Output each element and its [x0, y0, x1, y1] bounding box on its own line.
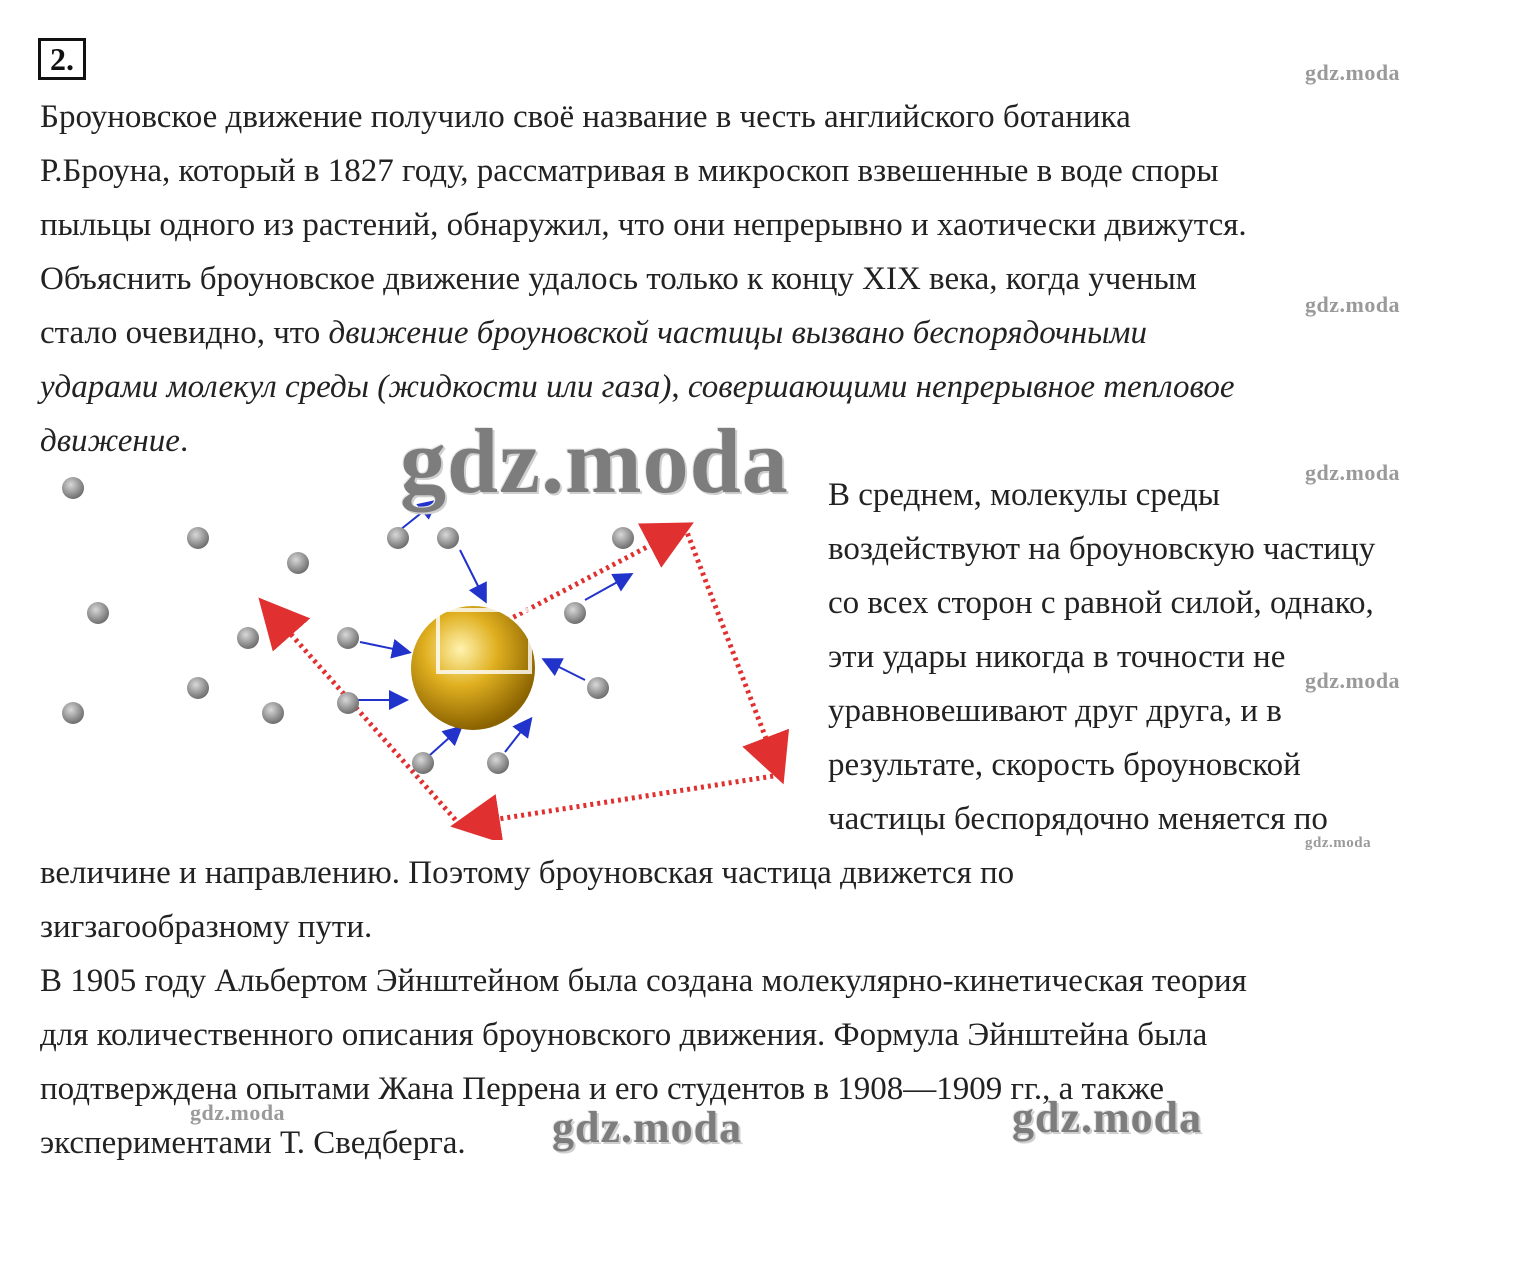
impact-arrow — [505, 720, 530, 752]
impact-arrow — [460, 550, 485, 600]
molecule — [87, 602, 109, 624]
paragraph1-line3: пыльцы одного из растений, обнаружил, что они непрерывно и хаотически движутся. — [40, 207, 1247, 243]
molecules — [62, 477, 634, 774]
paragraph3-line3: подтверждена опытами Жана Перрена и его студентов в 1908—1909 гг., а также — [40, 1071, 1165, 1107]
paragraph3-line1: В 1905 году Альбертом Эйнштейном была создана молекулярно-кинетическая теория — [40, 963, 1247, 999]
side-text-line5: уравновешивают друг друга, и в — [828, 693, 1282, 729]
impact-arrow — [585, 575, 630, 600]
paragraph1-line5 — [40, 306, 1147, 360]
molecule — [337, 692, 359, 714]
watermark-small: gdz.moda — [1305, 668, 1401, 693]
brownian-particle — [411, 606, 535, 730]
side-text-line4: эти удары никогда в точности не — [828, 639, 1286, 675]
molecule — [187, 677, 209, 699]
watermark-big: gdz.moda — [552, 1103, 743, 1152]
paragraph1-line6-comma: , — [671, 369, 688, 405]
molecule — [387, 527, 409, 549]
molecule — [62, 477, 84, 499]
watermark-small: gdz.moda — [1305, 460, 1401, 485]
side-text-line3: со всех сторон с равной силой, однако, — [828, 585, 1374, 621]
impact-arrow — [360, 642, 408, 652]
impact-arrow — [545, 660, 585, 680]
paragraph1-line1: Броуновское движение получило своё название в честь английского ботаника — [40, 99, 1131, 135]
watermark-big: gdz.moda — [1012, 1093, 1203, 1142]
impact-arrow — [430, 728, 460, 755]
paragraph1-line7-end: . — [179, 423, 189, 459]
paragraph1-line5-plain: стало очевидно, что — [40, 315, 329, 351]
paragraph2-line2: зигзагообразному пути. — [40, 909, 373, 945]
molecule — [564, 602, 586, 624]
path-segment — [460, 775, 780, 825]
watermark-small: gdz.moda — [1305, 60, 1401, 85]
watermark-small: gdz.moda — [190, 1100, 286, 1125]
paragraph2-line1: величине и направлению. Поэтому броуновская частица движется по — [40, 855, 1015, 891]
paragraph1-line6-italic: ударами молекул среды (жидкости или газа) — [40, 369, 672, 405]
molecule — [337, 627, 359, 649]
watermark-big: gdz.moda — [400, 410, 789, 512]
path-segment — [685, 527, 780, 775]
molecule — [262, 702, 284, 724]
paragraph3-line4: экспериментами Т. Сведберга. — [40, 1125, 466, 1161]
molecule — [412, 752, 434, 774]
watermark-small: gdz.moda — [1305, 292, 1401, 317]
molecule — [62, 702, 84, 724]
molecule — [187, 527, 209, 549]
molecule — [237, 627, 259, 649]
paragraph1-line2: Р.Броуна, который в 1827 году, рассматривая в микроскоп взвешенные в воде споры — [40, 153, 1219, 189]
molecule — [612, 527, 634, 549]
watermark-small: gdz.moda — [1305, 835, 1372, 851]
paragraph1-line6-italic2: совершающими непрерывное тепловое — [687, 369, 1235, 405]
molecule — [437, 527, 459, 549]
task-number: 2. — [38, 38, 86, 80]
brownian-motion-figure — [40, 460, 820, 840]
paragraph1-line5-italic: движение броуновской частицы вызвано беспорядочными — [328, 315, 1147, 351]
paragraph1-line7-italic: движение — [40, 423, 180, 459]
side-text-line6: результате, скорость броуновской — [828, 747, 1301, 783]
molecule — [587, 677, 609, 699]
molecule — [287, 552, 309, 574]
side-text-line7: частицы беспорядочно меняется по — [828, 801, 1328, 837]
paragraph1-line6 — [40, 360, 1235, 414]
paragraph1-line4: Объяснить броуновское движение удалось только к концу XIX века, когда ученым — [40, 261, 1197, 297]
side-text-line2: воздействуют на броуновскую частицу — [828, 531, 1376, 567]
paragraph3-line2: для количественного описания броуновского движения. Формула Эйнштейна была — [40, 1017, 1208, 1053]
molecule — [487, 752, 509, 774]
side-text-line1: В среднем, молекулы среды — [828, 477, 1220, 513]
